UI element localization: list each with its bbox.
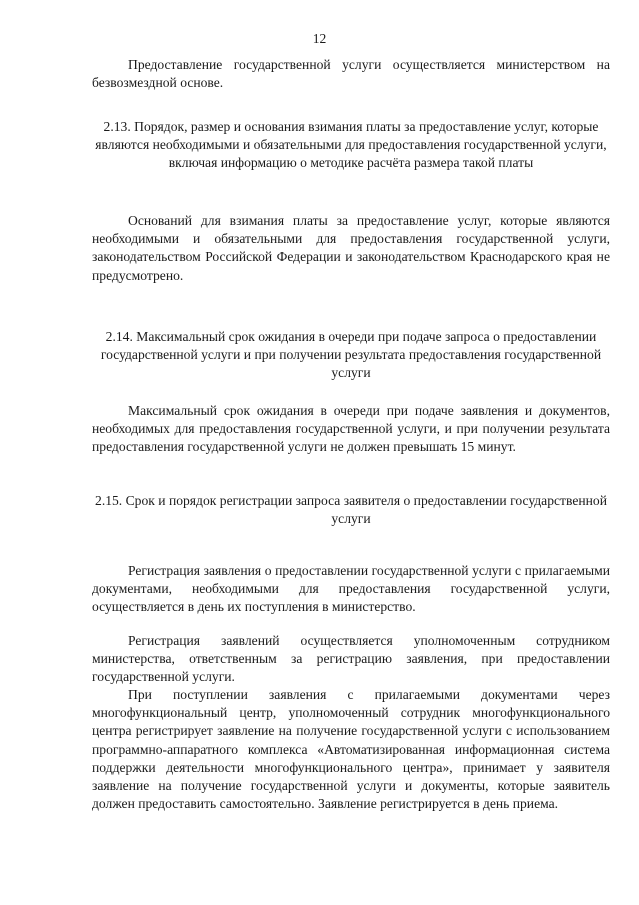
section-heading-2-15: 2.15. Срок и порядок регистрации запроса заявителя о предоставлении государственной услуги — [95, 493, 607, 527]
section-2-13-paragraph: Оснований для взимания платы за предоставление услуг, которые являются необходимыми и обязательными для предоставления государственной услуги, законодательством Российской Федерации и законодательством Краснодарского края не предусмотрено. — [92, 213, 610, 283]
section-2-14-paragraph: Максимальный срок ожидания в очереди при подаче заявления и документов, необходимых для предоставления государственной услуги, и при получении результата предоставления государственной услуги не должен превышать 15 минут. — [92, 403, 610, 455]
section-2-15-paragraph-2: Регистрация заявлений осуществляется уполномоченным сотрудником министерства, ответственным за регистрацию заявления, при предоставлении государственной услуги. — [92, 633, 610, 685]
section-heading-2-14: 2.14. Максимальный срок ожидания в очереди при подаче запроса о предоставлении государственной услуги и при получении результата предоставления государственной услуги — [100, 329, 602, 381]
section-2-15-paragraph-1: Регистрация заявления о предоставлении государственной услуги с прилагаемыми документами, необходимыми для предоставления государственной услуги, осуществляется в день их поступления в министерство. — [92, 563, 610, 615]
section-2-15-paragraph-3: При поступлении заявления с прилагаемыми документами через многофункциональный центр, уполномоченный сотрудник многофункционального центра регистрирует заявление на получение государственной услуги с использованием программно-аппаратного комплекса «Автоматизированная информационная система поддержки деятельности многофункционального центра», принимает у заявителя заявление на получение государственной услуги и документы, которые заявитель должен предоставить самостоятельно. Заявление регистрируется в день приема. — [92, 687, 610, 812]
page-number: 12 — [312, 31, 327, 46]
section-heading-2-13: 2.13. Порядок, размер и основания взимания платы за предоставление услуг, которые являются необходимыми и обязательными для предоставления государственной услуги, включая информацию о методике расчёта размера такой платы — [95, 119, 607, 171]
intro-paragraph: Предоставление государственной услуги осуществляется министерством на безвозмездной основе. — [92, 57, 610, 91]
